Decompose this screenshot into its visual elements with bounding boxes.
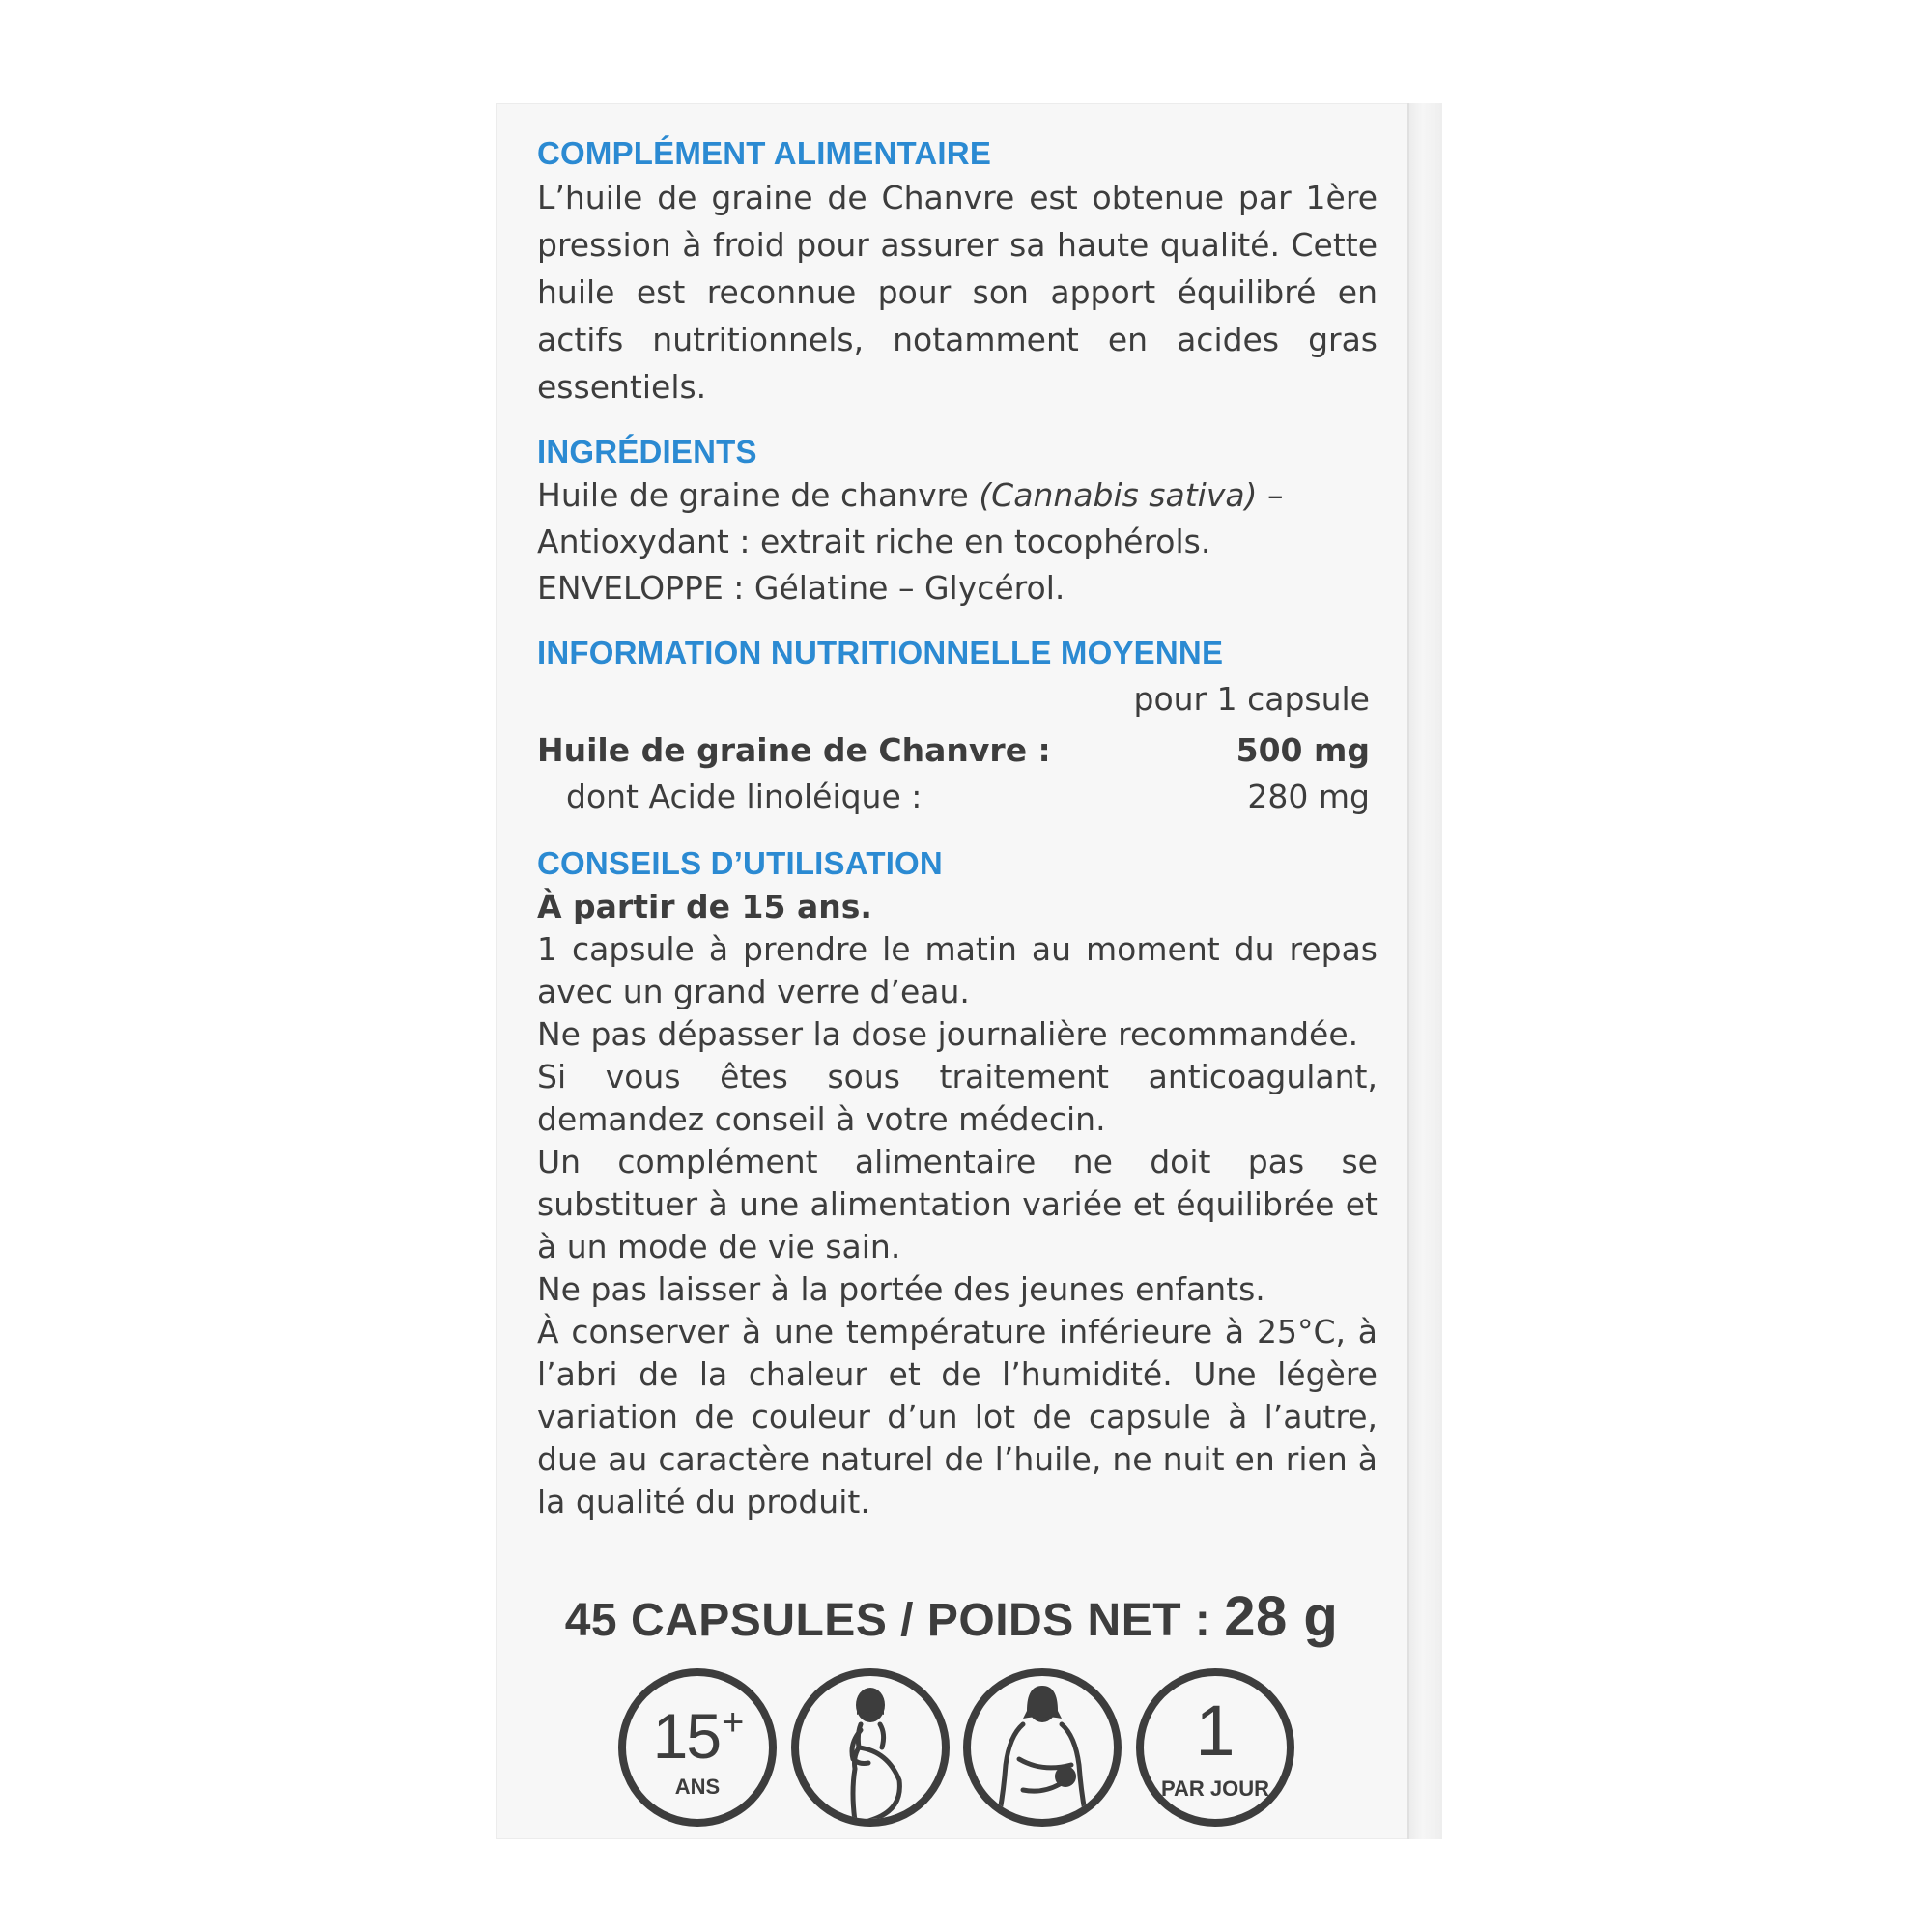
complement-heading: COMPLÉMENT ALIMENTAIRE bbox=[537, 135, 992, 171]
breastfeeding-graphic bbox=[971, 1676, 1114, 1819]
ingredients-line-1 bbox=[537, 472, 1378, 519]
usage-line: Ne pas dépasser la dose journalière recommandée. bbox=[537, 1015, 1359, 1053]
ingredients-line-2: Antioxydant : extrait riche en tocophérols. bbox=[537, 523, 1211, 560]
age-label: ANS bbox=[674, 1775, 721, 1799]
complement-description: L’huile de graine de Chanvre est obtenue par 1ère pression à froid pour assurer sa haute qualité. Cette huile est reconnue pour son apport équilibré en actifs nutritionnels, notamment en acides gras essentiels. bbox=[537, 179, 1378, 406]
ingredient-latin-name: (Cannabis sativa) bbox=[979, 476, 1258, 514]
usage-line: 1 capsule à prendre le matin au moment du repas avec un grand verre d’eau. bbox=[537, 930, 1378, 1010]
net-weight-prefix: 45 CAPSULES / POIDS NET : bbox=[564, 1595, 1225, 1646]
age-15-plus-icon bbox=[618, 1668, 777, 1827]
nutrition-label: dont Acide linoléique : bbox=[566, 778, 923, 815]
ingredient-hemp-oil: Huile de graine de chanvre bbox=[537, 476, 980, 514]
pregnant-woman-graphic bbox=[799, 1676, 942, 1819]
usage-line: Un complément alimentaire ne doit pas se substituer à une alimentation variée et équilibrée et à un mode de vie sain. bbox=[537, 1143, 1378, 1265]
ingredients-heading: INGRÉDIENTS bbox=[537, 434, 757, 469]
dose-number: 1 bbox=[1195, 1690, 1236, 1771]
usage-line: Si vous êtes sous traitement anticoagulant, demandez conseil à votre médecin. bbox=[537, 1058, 1378, 1138]
nutrition-label: Huile de graine de Chanvre : bbox=[537, 731, 1051, 769]
ingredients-line-3: ENVELOPPE : Gélatine – Glycérol. bbox=[537, 569, 1065, 607]
nutrition-per-serving: pour 1 capsule bbox=[1133, 680, 1370, 718]
age-value: 15 bbox=[652, 1700, 721, 1772]
usage-heading: CONSEILS D’UTILISATION bbox=[537, 845, 943, 881]
net-weight-amount: 28 g bbox=[1224, 1585, 1339, 1648]
label-content bbox=[537, 135, 1378, 1523]
nutrition-row bbox=[537, 727, 1378, 774]
product-box-side bbox=[1407, 103, 1442, 1839]
breastfeeding-icon bbox=[963, 1668, 1122, 1827]
one-per-day-icon bbox=[1136, 1668, 1294, 1827]
usage-line: À conserver à une température inférieure à 25°C, à l’abri de la chaleur et de l’humidité. Une légère variation de couleur d’un lot de capsule à l’autre, due au caractère naturel de l’huile, ne nuit en rien à la qualité du produit. bbox=[537, 1313, 1378, 1520]
nutrition-row bbox=[537, 774, 1378, 820]
usage-age-restriction: À partir de 15 ans. bbox=[537, 888, 872, 925]
nutrition-heading: INFORMATION NUTRITIONNELLE MOYENNE bbox=[537, 635, 1224, 670]
net-weight bbox=[496, 1584, 1407, 1649]
age-plus: + bbox=[722, 1701, 743, 1744]
nutrition-value: 280 mg bbox=[1247, 778, 1370, 815]
age-number bbox=[626, 1699, 769, 1773]
pregnant-woman-icon bbox=[791, 1668, 950, 1827]
ingredient-dash: – bbox=[1257, 476, 1284, 514]
dose-label: PAR JOUR bbox=[1160, 1776, 1269, 1801]
pictogram-row bbox=[618, 1668, 1294, 1833]
nutrition-value: 500 mg bbox=[1236, 731, 1370, 769]
usage-line: Ne pas laisser à la portée des jeunes enfants. bbox=[537, 1270, 1265, 1308]
